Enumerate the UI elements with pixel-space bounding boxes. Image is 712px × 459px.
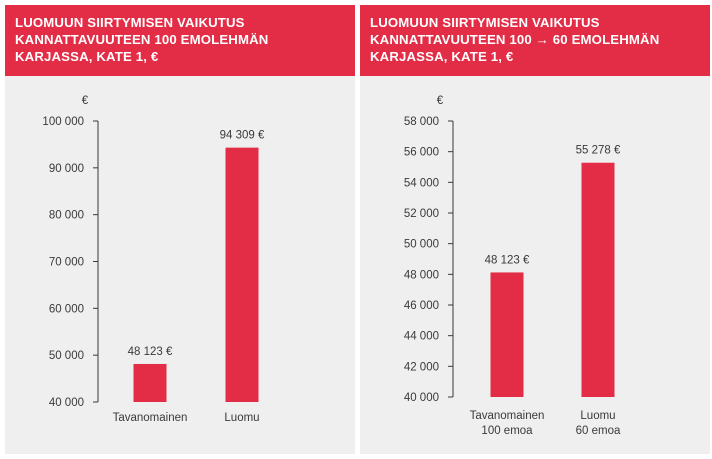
y-tick-label: 70 000: [48, 256, 84, 269]
x-category-label: Luomu: [224, 412, 260, 424]
data-label: 48 123 €: [127, 345, 173, 358]
y-tick-label: 56 000: [403, 146, 439, 159]
data-label: 94 309 €: [219, 129, 265, 142]
y-tick-label: 54 000: [403, 177, 439, 190]
bar: [134, 364, 167, 402]
y-tick-label: 42 000: [403, 361, 439, 374]
y-tick-label: 44 000: [403, 330, 439, 343]
x-category-label: Tavanomainen: [112, 412, 188, 424]
bar: [226, 148, 259, 402]
chart-area: [360, 76, 710, 454]
chart-panel-left: [5, 5, 355, 454]
y-tick-label: 100 000: [42, 116, 84, 128]
panel-header: [5, 5, 355, 76]
bar: [582, 163, 615, 397]
chart-title: LUOMUUN SIIRTYMISEN VAIKUTUS KANNATTAVUUTEEN 100 EMOLEHMÄN KARJASSA, KATE 1, €: [15, 15, 269, 64]
chart-panel-right: [360, 5, 710, 454]
y-tick-label: 46 000: [403, 300, 439, 312]
panel-header: [360, 5, 710, 76]
y-tick-label: 40 000: [48, 397, 84, 409]
x-category-label: Tavanomainen: [469, 410, 545, 422]
y-axis-unit-label: €: [436, 95, 444, 107]
y-tick-label: 40 000: [403, 392, 439, 404]
x-category-label: Luomu: [580, 410, 616, 422]
bar: [491, 272, 524, 397]
y-tick-label: 50 000: [48, 350, 84, 363]
x-category-label: 100 emoa: [481, 425, 533, 437]
chart-area: [5, 76, 355, 454]
data-label: 55 278 €: [575, 144, 621, 157]
y-axis-unit-label: €: [81, 95, 89, 107]
y-tick-label: 58 000: [403, 116, 439, 128]
data-label: 48 123 €: [484, 254, 530, 267]
bar-chart-right: [360, 76, 710, 454]
chart-title: LUOMUUN SIIRTYMISEN VAIKUTUS KANNATTAVUUTEEN 100 → 60 EMOLEHMÄN KARJASSA, KATE 1, €: [370, 15, 660, 64]
y-tick-label: 52 000: [403, 208, 439, 220]
y-tick-label: 48 000: [403, 269, 439, 282]
y-tick-label: 90 000: [48, 162, 84, 175]
bar-chart-left: [5, 76, 355, 454]
y-tick-label: 60 000: [48, 303, 84, 316]
x-category-label: 60 emoa: [575, 425, 621, 437]
y-tick-label: 80 000: [48, 209, 84, 222]
y-tick-label: 50 000: [403, 238, 439, 251]
